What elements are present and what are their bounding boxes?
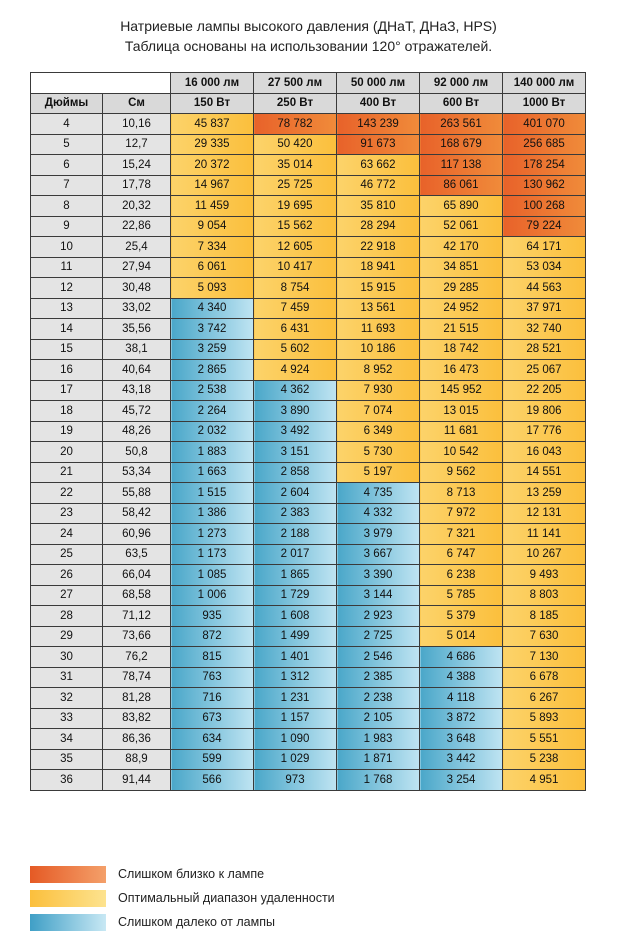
cm-cell: 17,78 — [103, 175, 171, 196]
table-row — [31, 339, 586, 360]
cm-cell: 86,36 — [103, 729, 171, 750]
inches-cell: 18 — [31, 401, 103, 422]
table-row — [31, 688, 586, 709]
lux-value-cell: 63 662 — [337, 155, 420, 176]
lux-value-cell: 566 — [171, 770, 254, 791]
lux-value-cell: 3 890 — [254, 401, 337, 422]
table-row — [31, 401, 586, 422]
lux-value-cell: 12 131 — [503, 503, 586, 524]
lux-value-cell: 13 259 — [503, 483, 586, 504]
inches-cell: 8 — [31, 196, 103, 217]
lux-value-cell: 5 238 — [503, 749, 586, 770]
watts-header: 400 Вт — [337, 93, 420, 114]
inches-cell: 35 — [31, 749, 103, 770]
lux-value-cell: 3 144 — [337, 585, 420, 606]
cm-cell: 43,18 — [103, 380, 171, 401]
lux-value-cell: 401 070 — [503, 114, 586, 135]
lux-value-cell: 7 334 — [171, 237, 254, 258]
table-row — [31, 196, 586, 217]
lux-value-cell: 4 388 — [420, 667, 503, 688]
lux-value-cell: 12 605 — [254, 237, 337, 258]
lux-value-cell: 2 383 — [254, 503, 337, 524]
lux-value-cell: 50 420 — [254, 134, 337, 155]
lux-value-cell: 2 865 — [171, 360, 254, 381]
lux-value-cell: 2 538 — [171, 380, 254, 401]
lux-value-cell: 256 685 — [503, 134, 586, 155]
cm-cell: 15,24 — [103, 155, 171, 176]
inches-cell: 29 — [31, 626, 103, 647]
lux-value-cell: 2 105 — [337, 708, 420, 729]
lux-value-cell: 6 267 — [503, 688, 586, 709]
inches-cell: 34 — [31, 729, 103, 750]
lux-value-cell: 13 015 — [420, 401, 503, 422]
lux-value-cell: 1 173 — [171, 544, 254, 565]
lumens-header: 50 000 лм — [337, 73, 420, 94]
lux-value-cell: 1 499 — [254, 626, 337, 647]
cm-cell: 50,8 — [103, 442, 171, 463]
lux-value-cell: 1 983 — [337, 729, 420, 750]
table-row — [31, 114, 586, 135]
lux-value-cell: 3 151 — [254, 442, 337, 463]
lux-value-cell: 44 563 — [503, 278, 586, 299]
lux-value-cell: 2 238 — [337, 688, 420, 709]
inches-cell: 22 — [31, 483, 103, 504]
cm-cell: 81,28 — [103, 688, 171, 709]
cm-cell: 91,44 — [103, 770, 171, 791]
lux-value-cell: 7 630 — [503, 626, 586, 647]
lux-value-cell: 29 335 — [171, 134, 254, 155]
title-line-2: Таблица основаны на использовании 120° отражателей. — [124, 38, 493, 54]
lux-value-cell: 716 — [171, 688, 254, 709]
lux-value-cell: 6 238 — [420, 565, 503, 586]
lux-value-cell: 19 806 — [503, 401, 586, 422]
lux-value-cell: 1 231 — [254, 688, 337, 709]
lux-value-cell: 9 493 — [503, 565, 586, 586]
lux-value-cell: 2 725 — [337, 626, 420, 647]
lux-value-cell: 16 473 — [420, 360, 503, 381]
lux-value-cell: 86 061 — [420, 175, 503, 196]
lux-value-cell: 22 918 — [337, 237, 420, 258]
legend-swatch — [30, 890, 106, 907]
inches-cell: 33 — [31, 708, 103, 729]
lux-value-cell: 4 735 — [337, 483, 420, 504]
header-blank-cell — [31, 73, 171, 94]
lux-value-cell: 1 883 — [171, 442, 254, 463]
lux-value-cell: 1 006 — [171, 585, 254, 606]
lux-value-cell: 2 923 — [337, 606, 420, 627]
lux-value-cell: 5 014 — [420, 626, 503, 647]
lux-value-cell: 1 729 — [254, 585, 337, 606]
inches-cell: 19 — [31, 421, 103, 442]
lux-value-cell: 79 224 — [503, 216, 586, 237]
lux-value-cell: 935 — [171, 606, 254, 627]
table-row — [31, 606, 586, 627]
inches-cell: 10 — [31, 237, 103, 258]
table-row — [31, 667, 586, 688]
lux-value-cell: 91 673 — [337, 134, 420, 155]
title-line-1: Натриевые лампы высокого давления (ДНаТ, ДНаЗ, HPS) — [120, 18, 497, 34]
lux-value-cell: 6 678 — [503, 667, 586, 688]
table-row — [31, 544, 586, 565]
lux-value-cell: 25 067 — [503, 360, 586, 381]
lux-value-cell: 7 972 — [420, 503, 503, 524]
lux-value-cell: 13 561 — [337, 298, 420, 319]
lux-value-cell: 5 379 — [420, 606, 503, 627]
cm-cell: 73,66 — [103, 626, 171, 647]
table-row — [31, 729, 586, 750]
lux-value-cell: 34 851 — [420, 257, 503, 278]
lux-value-cell: 3 442 — [420, 749, 503, 770]
lux-value-cell: 5 093 — [171, 278, 254, 299]
lux-value-cell: 973 — [254, 770, 337, 791]
lux-value-cell: 872 — [171, 626, 254, 647]
cm-cell: 53,34 — [103, 462, 171, 483]
table-row — [31, 524, 586, 545]
table-row — [31, 749, 586, 770]
table-row — [31, 626, 586, 647]
inches-cell: 16 — [31, 360, 103, 381]
cm-cell: 35,56 — [103, 319, 171, 340]
cm-cell: 20,32 — [103, 196, 171, 217]
cm-cell: 66,04 — [103, 565, 171, 586]
lux-value-cell: 14 967 — [171, 175, 254, 196]
table-row — [31, 585, 586, 606]
lux-value-cell: 1 312 — [254, 667, 337, 688]
lux-value-cell: 1 663 — [171, 462, 254, 483]
cm-cell: 12,7 — [103, 134, 171, 155]
lux-value-cell: 1 871 — [337, 749, 420, 770]
lux-value-cell: 4 118 — [420, 688, 503, 709]
lux-value-cell: 37 971 — [503, 298, 586, 319]
lux-value-cell: 11 459 — [171, 196, 254, 217]
lumens-header: 92 000 лм — [420, 73, 503, 94]
page-title — [0, 16, 617, 56]
lux-value-cell: 29 285 — [420, 278, 503, 299]
lux-value-cell: 15 915 — [337, 278, 420, 299]
lumens-header: 140 000 лм — [503, 73, 586, 94]
lux-value-cell: 634 — [171, 729, 254, 750]
inches-cell: 6 — [31, 155, 103, 176]
table-row — [31, 319, 586, 340]
table-body — [31, 114, 586, 791]
table-row — [31, 175, 586, 196]
lux-value-cell: 3 254 — [420, 770, 503, 791]
lux-value-cell: 17 776 — [503, 421, 586, 442]
lux-value-cell: 46 772 — [337, 175, 420, 196]
lux-value-cell: 263 561 — [420, 114, 503, 135]
lux-value-cell: 32 740 — [503, 319, 586, 340]
legend-label: Слишком далеко от лампы — [118, 915, 275, 929]
lux-value-cell: 2 032 — [171, 421, 254, 442]
cm-cell: 76,2 — [103, 647, 171, 668]
lux-value-cell: 8 185 — [503, 606, 586, 627]
cm-cell: 38,1 — [103, 339, 171, 360]
inches-cell: 31 — [31, 667, 103, 688]
lux-value-cell: 130 962 — [503, 175, 586, 196]
lux-value-cell: 25 725 — [254, 175, 337, 196]
table-row — [31, 770, 586, 791]
lux-value-cell: 7 074 — [337, 401, 420, 422]
lux-value-cell: 3 259 — [171, 339, 254, 360]
lux-value-cell: 18 742 — [420, 339, 503, 360]
watts-header: 250 Вт — [254, 93, 337, 114]
table-row — [31, 380, 586, 401]
lux-value-cell: 3 390 — [337, 565, 420, 586]
cm-cell: 10,16 — [103, 114, 171, 135]
lumens-header-row — [31, 73, 586, 94]
lux-value-cell: 4 340 — [171, 298, 254, 319]
inches-cell: 4 — [31, 114, 103, 135]
lux-value-cell: 1 768 — [337, 770, 420, 791]
table-row — [31, 442, 586, 463]
lux-value-cell: 143 239 — [337, 114, 420, 135]
lux-value-cell: 11 693 — [337, 319, 420, 340]
lux-value-cell: 7 130 — [503, 647, 586, 668]
cm-cell: 27,94 — [103, 257, 171, 278]
cm-cell: 60,96 — [103, 524, 171, 545]
inches-cell: 36 — [31, 770, 103, 791]
lux-value-cell: 4 332 — [337, 503, 420, 524]
lux-value-cell: 5 730 — [337, 442, 420, 463]
lux-value-cell: 6 431 — [254, 319, 337, 340]
cm-cell: 71,12 — [103, 606, 171, 627]
table-header — [31, 73, 586, 114]
lux-value-cell: 18 941 — [337, 257, 420, 278]
lux-value-cell: 6 747 — [420, 544, 503, 565]
lux-value-cell: 35 014 — [254, 155, 337, 176]
cm-cell: 22,86 — [103, 216, 171, 237]
lux-value-cell: 52 061 — [420, 216, 503, 237]
cm-cell: 58,42 — [103, 503, 171, 524]
watts-header-row — [31, 93, 586, 114]
lux-value-cell: 599 — [171, 749, 254, 770]
table-row — [31, 483, 586, 504]
lux-value-cell: 11 141 — [503, 524, 586, 545]
table-row — [31, 257, 586, 278]
table-row — [31, 421, 586, 442]
table-row — [31, 565, 586, 586]
lux-value-cell: 24 952 — [420, 298, 503, 319]
lux-value-cell: 10 186 — [337, 339, 420, 360]
lux-value-cell: 11 681 — [420, 421, 503, 442]
inches-cell: 15 — [31, 339, 103, 360]
inches-column-header: Дюймы — [31, 93, 103, 114]
inches-cell: 14 — [31, 319, 103, 340]
lux-value-cell: 1 608 — [254, 606, 337, 627]
inches-cell: 11 — [31, 257, 103, 278]
lux-value-cell: 4 924 — [254, 360, 337, 381]
lux-value-cell: 5 197 — [337, 462, 420, 483]
cm-cell: 25,4 — [103, 237, 171, 258]
legend-swatch — [30, 866, 106, 883]
lux-value-cell: 2 858 — [254, 462, 337, 483]
lux-value-cell: 10 542 — [420, 442, 503, 463]
lux-value-cell: 4 951 — [503, 770, 586, 791]
lux-value-cell: 3 492 — [254, 421, 337, 442]
inches-cell: 9 — [31, 216, 103, 237]
lux-value-cell: 763 — [171, 667, 254, 688]
lux-value-cell: 673 — [171, 708, 254, 729]
inches-cell: 21 — [31, 462, 103, 483]
lux-value-cell: 145 952 — [420, 380, 503, 401]
lux-value-cell: 2 546 — [337, 647, 420, 668]
lumens-header: 16 000 лм — [171, 73, 254, 94]
cm-cell: 33,02 — [103, 298, 171, 319]
lux-value-cell: 4 362 — [254, 380, 337, 401]
cm-cell: 48,26 — [103, 421, 171, 442]
lux-value-cell: 28 521 — [503, 339, 586, 360]
inches-cell: 26 — [31, 565, 103, 586]
inches-cell: 25 — [31, 544, 103, 565]
legend-label: Оптимальный диапазон удаленности — [118, 891, 335, 905]
lux-value-cell: 3 648 — [420, 729, 503, 750]
cm-cell: 40,64 — [103, 360, 171, 381]
lux-value-cell: 2 188 — [254, 524, 337, 545]
lux-value-cell: 64 171 — [503, 237, 586, 258]
lux-value-cell: 21 515 — [420, 319, 503, 340]
table-row — [31, 503, 586, 524]
lux-value-cell: 7 930 — [337, 380, 420, 401]
table-row — [31, 134, 586, 155]
table-row — [31, 647, 586, 668]
lux-value-cell: 5 785 — [420, 585, 503, 606]
cm-cell: 83,82 — [103, 708, 171, 729]
table-row — [31, 360, 586, 381]
lux-value-cell: 22 205 — [503, 380, 586, 401]
cm-cell: 45,72 — [103, 401, 171, 422]
legend-label: Слишком близко к лампе — [118, 867, 265, 881]
lux-value-cell: 3 979 — [337, 524, 420, 545]
cm-cell: 63,5 — [103, 544, 171, 565]
lux-value-cell: 1 401 — [254, 647, 337, 668]
lux-value-cell: 45 837 — [171, 114, 254, 135]
lux-value-cell: 117 138 — [420, 155, 503, 176]
inches-cell: 24 — [31, 524, 103, 545]
lux-value-cell: 1 273 — [171, 524, 254, 545]
inches-cell: 5 — [31, 134, 103, 155]
watts-header: 600 Вт — [420, 93, 503, 114]
cm-column-header: См — [103, 93, 171, 114]
lux-value-cell: 65 890 — [420, 196, 503, 217]
lux-value-cell: 2 385 — [337, 667, 420, 688]
table-row — [31, 278, 586, 299]
lux-value-cell: 1 386 — [171, 503, 254, 524]
table-row — [31, 462, 586, 483]
lumens-header: 27 500 лм — [254, 73, 337, 94]
lux-value-cell: 4 686 — [420, 647, 503, 668]
inches-cell: 30 — [31, 647, 103, 668]
inches-cell: 27 — [31, 585, 103, 606]
lux-value-cell: 100 268 — [503, 196, 586, 217]
cm-cell: 88,9 — [103, 749, 171, 770]
table-row — [31, 216, 586, 237]
lux-value-cell: 5 893 — [503, 708, 586, 729]
lux-value-cell: 9 054 — [171, 216, 254, 237]
lux-value-cell: 168 679 — [420, 134, 503, 155]
lux-value-cell: 3 872 — [420, 708, 503, 729]
lux-value-cell: 2 264 — [171, 401, 254, 422]
lux-value-cell: 3 742 — [171, 319, 254, 340]
lux-value-cell: 1 515 — [171, 483, 254, 504]
lux-value-cell: 16 043 — [503, 442, 586, 463]
lux-value-cell: 5 551 — [503, 729, 586, 750]
watts-header: 1000 Вт — [503, 93, 586, 114]
lux-value-cell: 53 034 — [503, 257, 586, 278]
lux-value-cell: 8 803 — [503, 585, 586, 606]
cm-cell: 30,48 — [103, 278, 171, 299]
lux-value-cell: 815 — [171, 647, 254, 668]
lux-value-cell: 8 754 — [254, 278, 337, 299]
inches-cell: 13 — [31, 298, 103, 319]
table-row — [31, 708, 586, 729]
inches-cell: 7 — [31, 175, 103, 196]
lux-value-cell: 6 349 — [337, 421, 420, 442]
lux-value-cell: 14 551 — [503, 462, 586, 483]
lux-value-cell: 42 170 — [420, 237, 503, 258]
lux-value-cell: 9 562 — [420, 462, 503, 483]
lux-value-cell: 28 294 — [337, 216, 420, 237]
lux-value-cell: 2 604 — [254, 483, 337, 504]
lux-value-cell: 178 254 — [503, 155, 586, 176]
inches-cell: 17 — [31, 380, 103, 401]
lux-value-cell: 7 459 — [254, 298, 337, 319]
cm-cell: 78,74 — [103, 667, 171, 688]
lux-value-cell: 10 417 — [254, 257, 337, 278]
cm-cell: 68,58 — [103, 585, 171, 606]
lux-value-cell: 8 713 — [420, 483, 503, 504]
lux-value-cell: 78 782 — [254, 114, 337, 135]
lux-value-cell: 1 865 — [254, 565, 337, 586]
lux-value-cell: 1 157 — [254, 708, 337, 729]
lux-value-cell: 5 602 — [254, 339, 337, 360]
illuminance-table — [30, 72, 586, 791]
lux-value-cell: 10 267 — [503, 544, 586, 565]
inches-cell: 28 — [31, 606, 103, 627]
lux-value-cell: 2 017 — [254, 544, 337, 565]
cm-cell: 55,88 — [103, 483, 171, 504]
lux-value-cell: 1 029 — [254, 749, 337, 770]
inches-cell: 20 — [31, 442, 103, 463]
lux-value-cell: 3 667 — [337, 544, 420, 565]
inches-cell: 23 — [31, 503, 103, 524]
lux-value-cell: 1 090 — [254, 729, 337, 750]
lux-value-cell: 8 952 — [337, 360, 420, 381]
table-row — [31, 155, 586, 176]
lux-value-cell: 19 695 — [254, 196, 337, 217]
table-row — [31, 237, 586, 258]
inches-cell: 32 — [31, 688, 103, 709]
table-row — [31, 298, 586, 319]
inches-cell: 12 — [31, 278, 103, 299]
lux-value-cell: 1 085 — [171, 565, 254, 586]
lux-value-cell: 6 061 — [171, 257, 254, 278]
lux-value-cell: 7 321 — [420, 524, 503, 545]
legend-swatch — [30, 914, 106, 931]
lux-value-cell: 35 810 — [337, 196, 420, 217]
lux-value-cell: 15 562 — [254, 216, 337, 237]
watts-header: 150 Вт — [171, 93, 254, 114]
lux-value-cell: 20 372 — [171, 155, 254, 176]
